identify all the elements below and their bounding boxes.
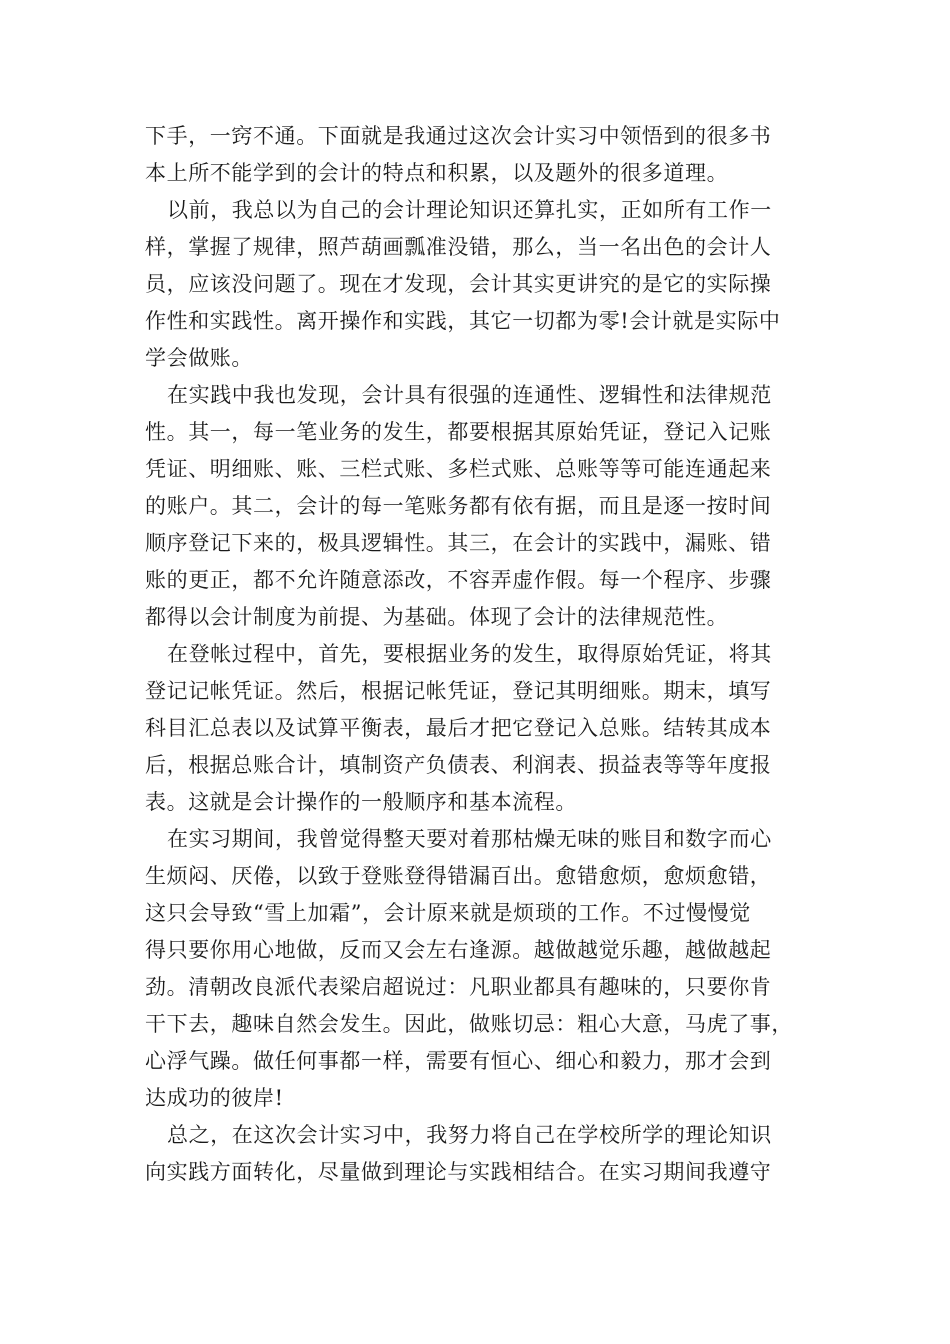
text-line: 下手，一窍不通。下面就是我通过这次会计实习中领悟到的很多书 <box>145 124 772 148</box>
text-line: 表。这就是会计操作的一般顺序和基本流程。 <box>145 790 577 814</box>
paragraph <box>145 1117 820 1191</box>
text-line: 干下去，趣味自然会发生。因此，做账切忌：粗心大意，马虎了事， <box>145 1012 793 1036</box>
text-line: 本上所不能学到的会计的特点和积累，以及题外的很多道理。 <box>145 161 729 185</box>
text-line: 账的更正，都不允许随意添改，不容弄虚作假。每一个程序、步骤 <box>145 568 772 592</box>
text-line: 登记记帐凭证。然后，根据记帐凭证，登记其明细账。期末，填写 <box>145 679 772 703</box>
text-line: 凭证、明细账、账、三栏式账、多栏式账、总账等等可能连通起来 <box>145 457 772 481</box>
document-body <box>145 118 820 1191</box>
paragraph <box>145 118 820 192</box>
text-line: 达成功的彼岸! <box>145 1086 284 1110</box>
text-line: 劲。清朝改良派代表梁启超说过：凡职业都具有趣味的，只要你肯 <box>145 975 772 999</box>
text-line: 在登帐过程中，首先，要根据业务的发生，取得原始凭证，将其 <box>167 642 772 666</box>
text-line: 心浮气躁。做任何事都一样，需要有恒心、细心和毅力，那才会到 <box>145 1049 772 1073</box>
text-line: 以前，我总以为自己的会计理论知识还算扎实，正如所有工作一 <box>167 198 772 222</box>
text-line: 顺序登记下来的，极具逻辑性。其三，在会计的实践中，漏账、错 <box>145 531 772 555</box>
text-line: 作性和实践性。离开操作和实践，其它一切都为零!会计就是实际中 <box>145 309 781 333</box>
text-line: 得只要你用心地做，反而又会左右逢源。越做越觉乐趣，越做越起 <box>145 938 772 962</box>
text-line: 总之，在这次会计实习中，我努力将自己在学校所学的理论知识 <box>167 1123 772 1147</box>
text-line: 科目汇总表以及试算平衡表，最后才把它登记入总账。结转其成本 <box>145 716 772 740</box>
paragraph <box>145 192 820 377</box>
text-line: 生烦闷、厌倦，以致于登账登得错漏百出。愈错愈烦，愈烦愈错， <box>145 864 772 888</box>
text-line: 在实践中我也发现，会计具有很强的连通性、逻辑性和法律规范 <box>167 383 772 407</box>
text-line: 性。其一，每一笔业务的发生，都要根据其原始凭证，登记入记账 <box>145 420 772 444</box>
paragraph <box>145 636 820 821</box>
text-line: 都得以会计制度为前提、为基础。体现了会计的法律规范性。 <box>145 605 729 629</box>
paragraph <box>145 821 820 1117</box>
text-line: 员，应该没问题了。现在才发现，会计其实更讲究的是它的实际操 <box>145 272 772 296</box>
text-line: 的账户。其二，会计的每一笔账务都有依有据，而且是逐一按时间 <box>145 494 772 518</box>
text-line: 向实践方面转化，尽量做到理论与实践相结合。在实习期间我遵守 <box>145 1160 772 1184</box>
text-line: 后，根据总账合计，填制资产负债表、利润表、损益表等等年度报 <box>145 753 772 777</box>
paragraph <box>145 377 820 636</box>
text-line: 在实习期间，我曾觉得整天要对着那枯燥无味的账目和数字而心 <box>167 827 772 851</box>
text-line: 样，掌握了规律，照芦葫画瓢准没错，那么，当一名出色的会计人 <box>145 235 772 259</box>
text-line: 学会做账。 <box>145 346 253 370</box>
text-line: 这只会导致“雪上加霜”，会计原来就是烦琐的工作。不过慢慢觉 <box>145 901 751 925</box>
